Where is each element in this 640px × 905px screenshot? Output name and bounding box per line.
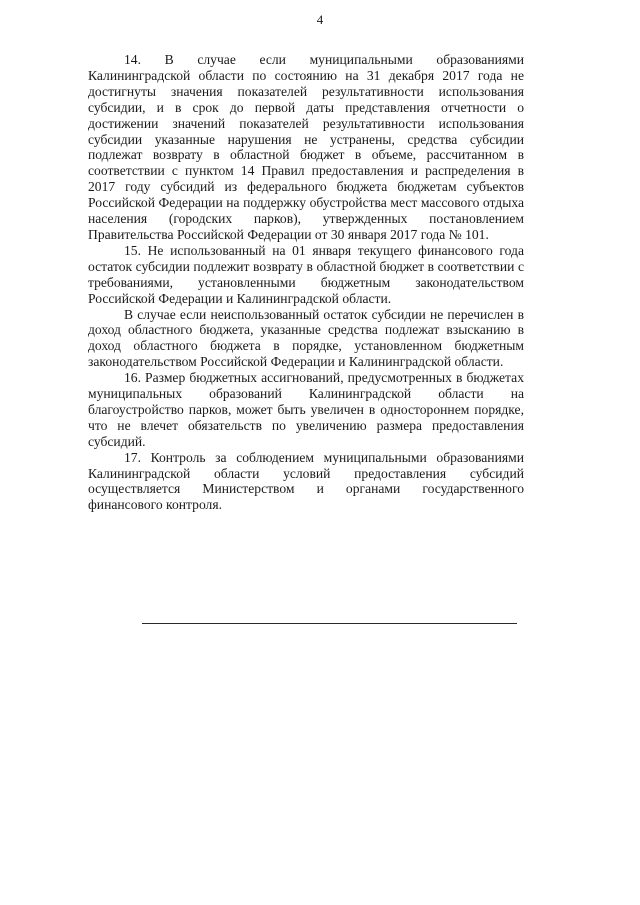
paragraph-15: 15. Не использованный на 01 января текущего финансового года остаток субсидии подлежит возврату в областной бюджет в соответствии с требованиями, установленными бюджетным законодательством Российской Федерации и Калининградской области.	[88, 242, 524, 306]
document-body	[88, 52, 524, 513]
paragraph-16: 16. Размер бюджетных ассигнований, предусмотренных в бюджетах муниципальных образований Калининградской области на благоустройство парков, может быть увеличен в одностороннем порядке, что не влечет обязательств по увеличению размера предоставления субсидий.	[88, 370, 524, 449]
page-number: 4	[316, 12, 324, 27]
paragraph-14: 14. В случае если муниципальными образованиями Калининградской области по состоянию на 31 декабря 2017 года не достигнуты значения показателей результативности использования субсидии, и в срок до первой даты представления отчетности о достижении значений показателей результативности использования субсидии указанные нарушения не устранены, средства субсидии подлежат возврату в областной бюджет в объеме, рассчитанном в соответствии с пунктом 14 Правил предоставления и распределения в 2017 году субсидий из федерального бюджета бюджетам субъектов Российской Федерации на поддержку обустройства мест массового отдыха населения (городских парков), утвержденных постановлением Правительства Российской Федерации от 30 января 2017 года № 101.	[88, 52, 524, 242]
paragraph-15-continuation: В случае если неиспользованный остаток субсидии не перечислен в доход областного бюджета, указанные средства подлежат взысканию в доход областного бюджета в порядке, установленном бюджетным законодательством Российской Федерации и Калининградской области.	[88, 306, 524, 370]
closing-separator-line	[142, 623, 517, 624]
paragraph-17: 17. Контроль за соблюдением муниципальными образованиями Калининградской области условий предоставления субсидий осуществляется Министерством и органами государственного финансового контроля.	[88, 449, 524, 513]
